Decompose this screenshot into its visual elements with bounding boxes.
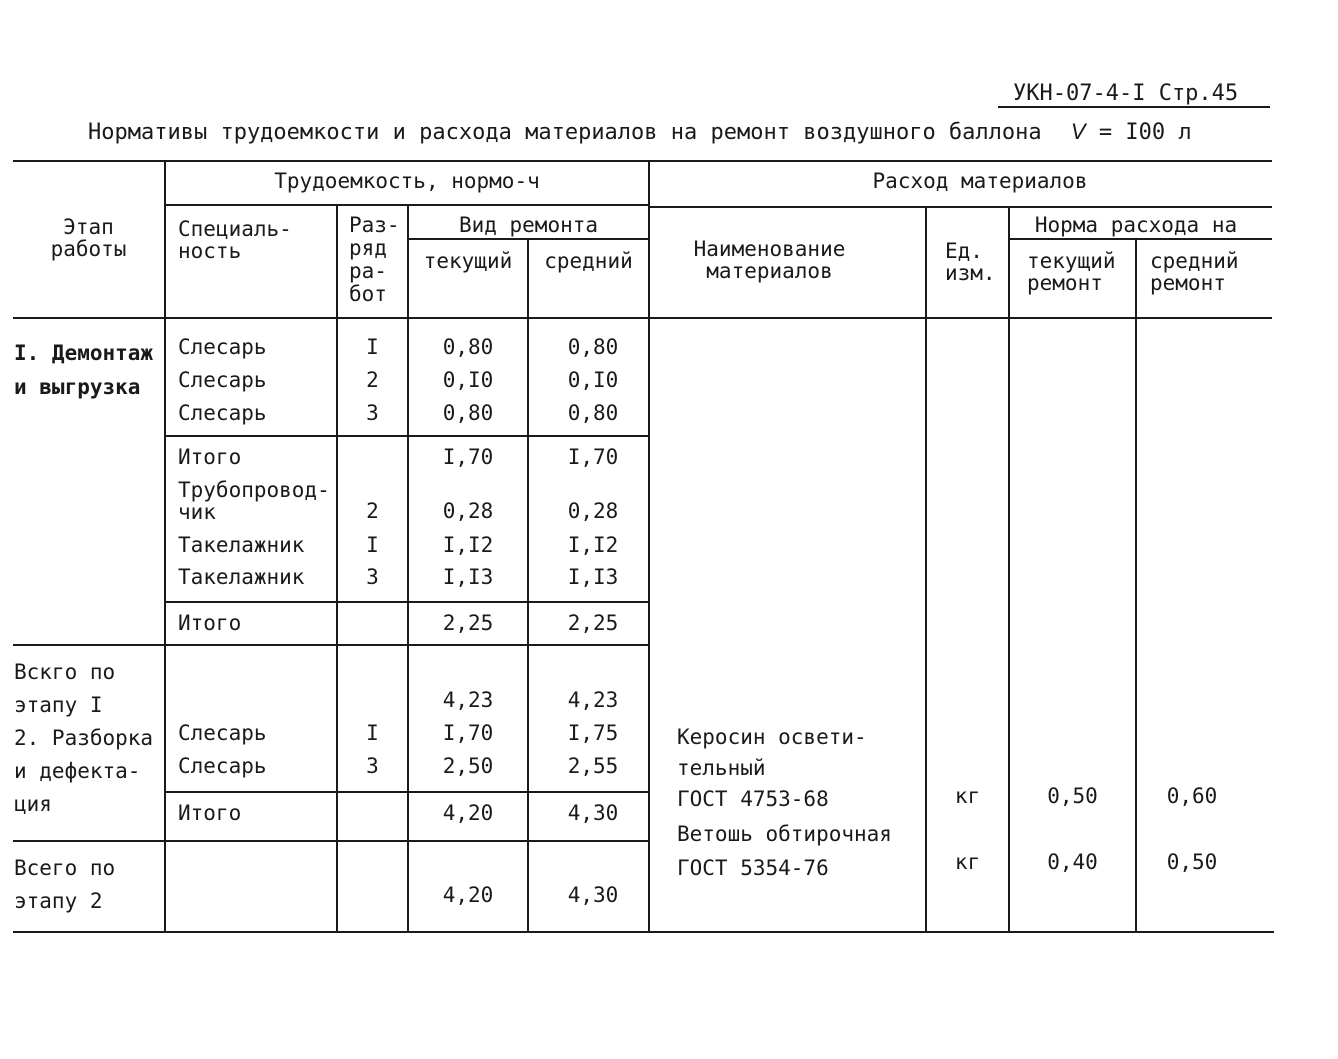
stage1-total-label: Вскго по этапу I (14, 660, 116, 717)
specialty-cell: Слесарь (178, 754, 267, 778)
current-cell: 4,20 (442, 801, 494, 825)
header-materials-group: Расход материалов (872, 169, 1088, 193)
document-code: УКН-07-4-I Стр.45 (1013, 81, 1239, 106)
header-stage: Этап работы (50, 215, 127, 261)
medium-cell: 0,80 (567, 335, 619, 359)
header-norm: Норма расхода на (1034, 213, 1238, 237)
header-current: текущий (423, 249, 513, 273)
stage2-total-label: Всего по этапу 2 (14, 856, 116, 913)
header-norm-medium: средний ремонт (1150, 249, 1239, 295)
header-unit: Ед. изм. (945, 239, 996, 285)
medium-cell: I,I2 (567, 533, 619, 557)
material-norm-medium: 0,60 (1166, 784, 1218, 808)
current-cell: 0,80 (442, 335, 494, 359)
current-cell: 0,28 (442, 499, 494, 523)
current-cell: 2,50 (442, 754, 494, 778)
grade-cell: 3 (366, 565, 379, 589)
specialty-cell: Такелажник (178, 565, 305, 589)
grade-cell: 2 (366, 368, 379, 392)
grade-cell: 2 (366, 499, 379, 523)
specialty-cell: Трубопровод- чик (178, 478, 330, 524)
current-cell: I,I3 (442, 565, 494, 589)
medium-cell: 4,30 (567, 801, 619, 825)
code-underline (998, 106, 1270, 108)
header-specialty: Специаль- ность (178, 217, 292, 263)
grade-cell: 3 (366, 754, 379, 778)
current-cell: I,70 (442, 445, 494, 469)
subtotal-label: Итого (178, 445, 242, 469)
current-cell: 4,20 (442, 883, 494, 907)
subtotal-label: Итого (178, 611, 242, 635)
volume-symbol: V (1070, 119, 1086, 144)
material-norm-current: 0,50 (1047, 784, 1098, 808)
specialty-cell: Слесарь (178, 368, 267, 392)
material-name: Ветошь обтирочная ГОСТ 5354-76 (677, 822, 892, 880)
medium-cell: 2,25 (567, 611, 619, 635)
header-medium: средний (544, 249, 633, 273)
grade-cell: I (366, 533, 379, 557)
current-cell: 4,23 (442, 688, 494, 712)
grade-cell: I (366, 721, 379, 745)
volume-value: = I00 л (1098, 120, 1192, 145)
page-title (88, 121, 1192, 144)
specialty-cell: Такелажник (178, 533, 305, 557)
grade-cell: I (366, 335, 379, 359)
header-norm-current: текущий ремонт (1027, 249, 1116, 295)
stage2-label: 2. Разборка и дефекта- ция (14, 726, 154, 816)
specialty-cell: Слесарь (178, 401, 267, 425)
header-repair-type: Вид ремонта (458, 213, 599, 237)
current-cell: I,I2 (442, 533, 494, 557)
subtotal-label: Итого (178, 801, 242, 825)
medium-cell: I,I3 (567, 565, 619, 589)
material-norm-current: 0,40 (1047, 850, 1098, 874)
header-labor-group: Трудоемкость, нормо-ч (274, 169, 540, 193)
header-material-name: Наименование материалов (693, 237, 846, 283)
medium-cell: 4,23 (567, 688, 619, 712)
medium-cell: 0,80 (567, 401, 619, 425)
medium-cell: 0,I0 (567, 368, 619, 392)
medium-cell: I,75 (567, 721, 619, 745)
medium-cell: I,70 (567, 445, 619, 469)
material-norm-medium: 0,50 (1166, 850, 1218, 874)
material-name: Керосин освети- тельный ГОСТ 4753-68 (677, 725, 867, 811)
current-cell: I,70 (442, 721, 494, 745)
medium-cell: 4,30 (567, 883, 619, 907)
specialty-cell: Слесарь (178, 335, 267, 359)
specialty-cell: Слесарь (178, 721, 267, 745)
current-cell: 0,80 (442, 401, 494, 425)
header-grade: Раз- ряд ра- бот (349, 213, 400, 306)
medium-cell: 0,28 (567, 499, 619, 523)
medium-cell: 2,55 (567, 754, 619, 778)
material-unit: кг (954, 784, 981, 808)
current-cell: 2,25 (442, 611, 494, 635)
stage1-label: I. Демонтаж и выгрузка (14, 341, 154, 399)
grade-cell: 3 (366, 401, 379, 425)
material-unit: кг (954, 850, 981, 874)
current-cell: 0,I0 (442, 368, 494, 392)
title-text: Нормативы трудоемкости и расхода материалов на ремонт воздушного баллона (88, 120, 1042, 145)
